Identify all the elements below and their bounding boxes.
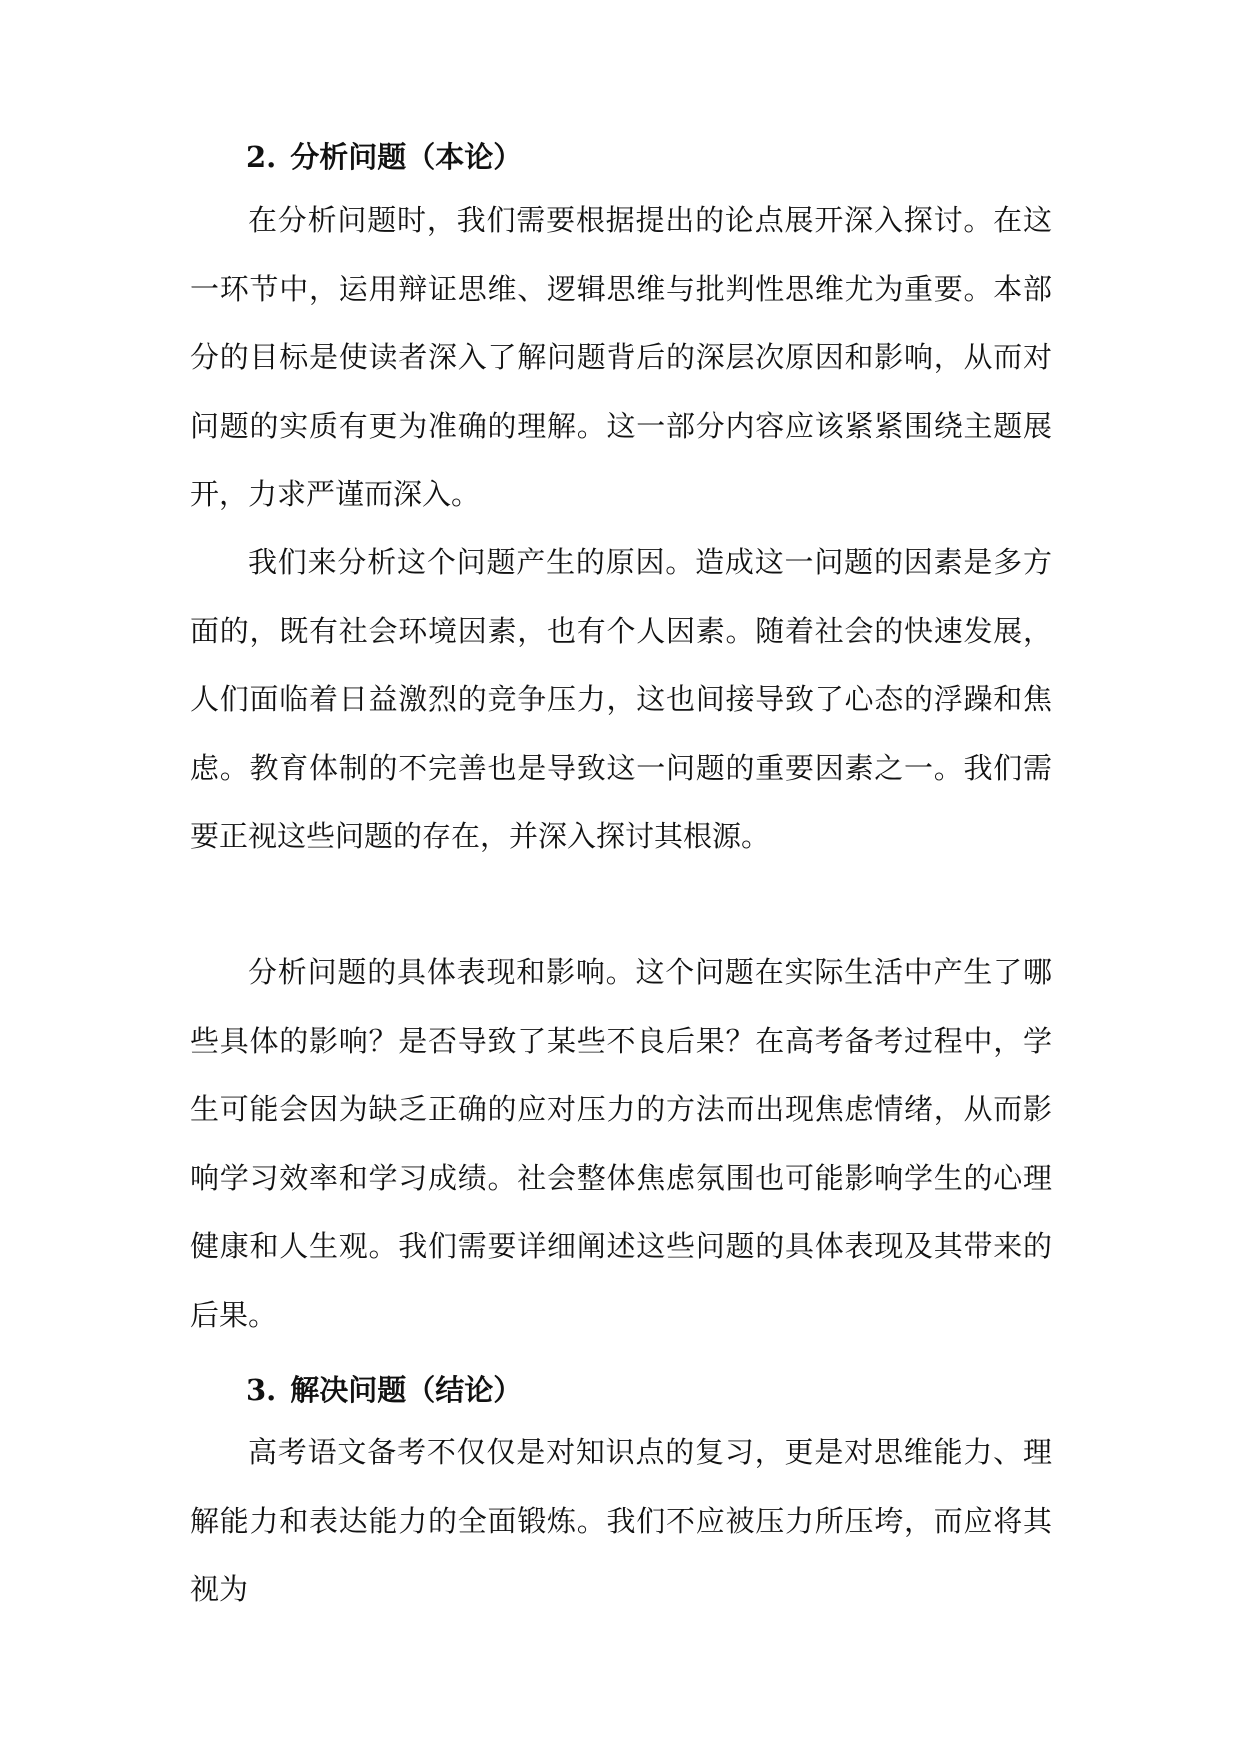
section-title: 解决问题（结论）	[290, 1373, 523, 1407]
paragraph-causes: 我们来分析这个问题产生的原因。造成这一问题的因素是多方面的，既有社会环境因素，也有个人因素。随着社会的快速发展，人们面临着日益激烈的竞争压力，这也间接导致了心态的浮躁和焦虑。教育体制的不完善也是导致这一问题的重要因素之一。我们需要正视这些问题的存在，并深入探讨其根源。	[190, 545, 1052, 853]
paragraph-analysis-intro: 在分析问题时，我们需要根据提出的论点展开深入探讨。在这一环节中，运用辩证思维、逻辑思维与批判性思维尤为重要。本部分的目标是使读者深入了解问题背后的深层次原因和影响，从而对问题的实质有更为准确的理解。这一部分内容应该紧紧围绕主题展开，力求严谨而深入。	[190, 203, 1052, 511]
section-number: 2.	[246, 140, 277, 174]
section-heading-2	[246, 137, 1046, 177]
section-heading-3	[246, 1370, 1046, 1410]
paragraph-effects: 分析问题的具体表现和影响。这个问题在实际生活中产生了哪些具体的影响？是否导致了某些不良后果？在高考备考过程中，学生可能会因为缺乏正确的应对压力的方法而出现焦虑情绪，从而影响学习效率和学习成绩。社会整体焦虑氛围也可能影响学生的心理健康和人生观。我们需要详细阐述这些问题的具体表现及其带来的后果。	[190, 955, 1052, 1332]
paragraph-conclusion: 高考语文备考不仅仅是对知识点的复习，更是对思维能力、理解能力和表达能力的全面锻炼。我们不应被压力所压垮，而应将其视为	[190, 1435, 1052, 1606]
section-number: 3.	[246, 1373, 277, 1407]
section-title: 分析问题（本论）	[290, 140, 523, 174]
